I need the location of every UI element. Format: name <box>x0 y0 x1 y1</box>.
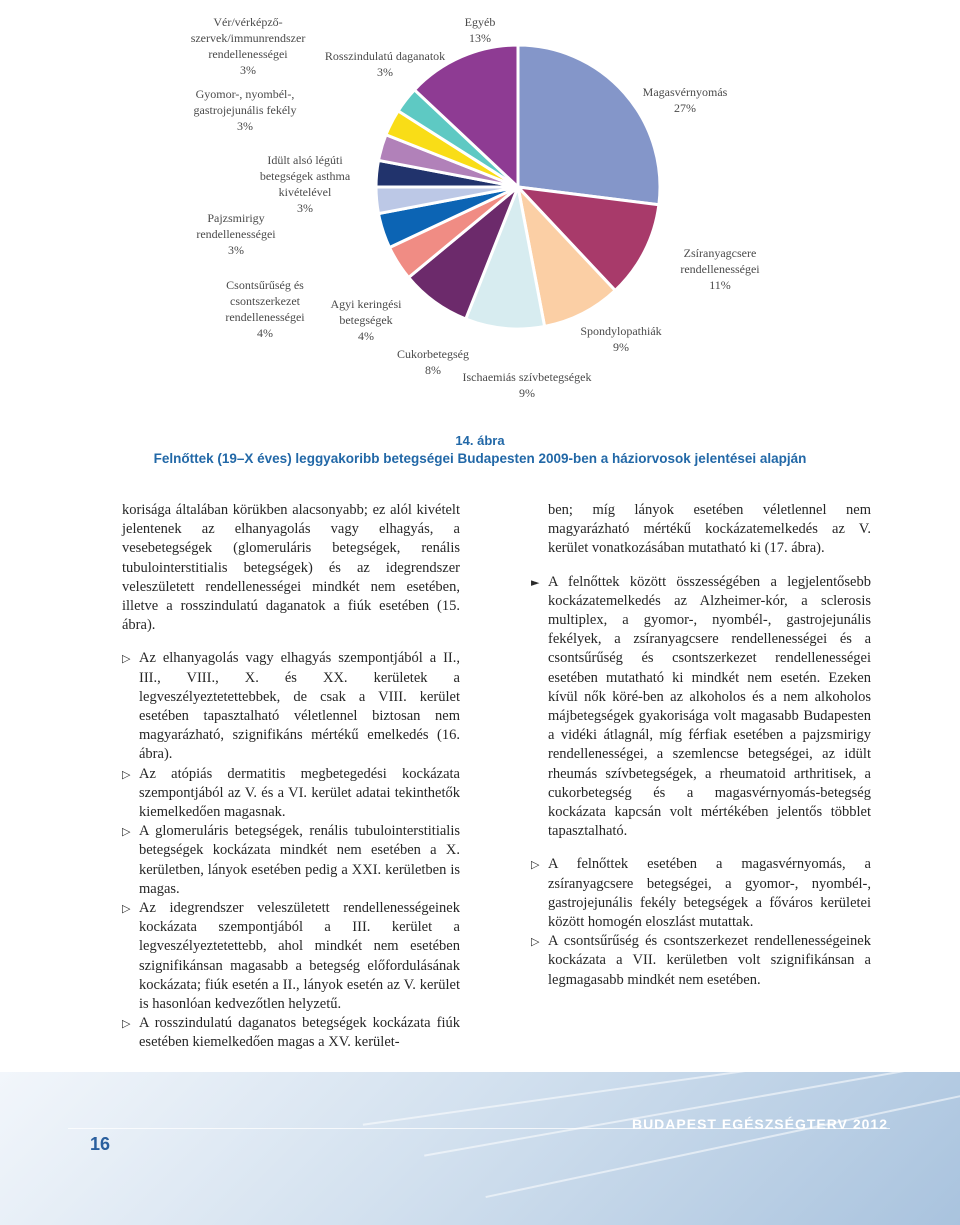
pie-label-rossz <box>310 32 460 96</box>
pie-label-rossz-pct: 3% <box>377 65 393 79</box>
pie-label-spondy <box>566 307 676 371</box>
pie-label-ver-pct: 3% <box>240 63 256 77</box>
pie-label-csont-name: Csontsűrűség és csontszerkezet rendellenességei <box>225 278 305 324</box>
spacer <box>531 559 871 573</box>
footer-stripe <box>424 1057 960 1156</box>
figure-caption <box>0 432 960 468</box>
triangle-outline-icon: ▷ <box>122 767 131 781</box>
left-intro-paragraph: korisága általában körükben alacsonyabb; ez alól kivételt jelentenek az elhanyagolás vagy elhagyás, a vesebetegségek (glomeruláris betegségek, renális tubulointerstitialis betegségek) és az idegrendszer veleszületett rendellenességei mindkét nem esetében, illetve a rosszindulatú daganatok a fiúk esetében (15. ábra). <box>122 502 460 634</box>
triangle-outline-icon: ▷ <box>122 902 131 916</box>
pie-label-magas-name: Magasvérnyomás <box>642 85 728 99</box>
left-bullet-4 <box>122 899 460 1014</box>
right-sub-bullet-1 <box>531 855 871 932</box>
spacer <box>531 841 871 855</box>
pie-label-idult-name: Idült alsó légúti betegségek asthma kivételével <box>259 153 351 199</box>
pie-label-csont <box>200 261 330 357</box>
page-number: 16 <box>89 1134 111 1154</box>
pie-label-zsir <box>660 229 780 309</box>
pie-label-idult-pct: 3% <box>297 201 313 215</box>
pie-label-zsir-name: Zsíranyagcsere rendellenességei <box>680 246 760 276</box>
left-bullet-3-text: A glomeruláris betegségek, renális tubulointerstitialis betegségek kockázata mindkét nem esetében a X. kerületben, lányok esetében pedig a XXI. kerületben is magas. <box>139 823 460 897</box>
right-sub-bullet-1-text: A felnőttek esetében a magasvérnyomás, a zsíranyagcsere betegségei, a gyomor-, nyombél-, gastrojejunális fekély betegségek a főváros kerületei között homogén eloszlást mutattak. <box>548 856 871 931</box>
left-bullet-1-text: Az elhanyagolás vagy elhagyás szempontjából a II., III., VIII., X. és XX. kerületek a legveszélyeztetettebbek, de csak a VIII. kerület esetében tapasztalható véletlennel biztosan nem magyarázható, szignifikáns mértékű emelkedés (16. ábra). <box>139 650 460 763</box>
pie-label-magas-pct: 27% <box>674 101 696 115</box>
pie-label-gyomor-pct: 3% <box>237 119 253 133</box>
left-bullet-3 <box>122 822 460 899</box>
pie-label-csont-pct: 4% <box>257 326 273 340</box>
footer-stripe <box>485 1088 960 1198</box>
pie-label-magas <box>630 68 740 132</box>
pie-label-spondy-name: Spondylopathiák <box>580 324 662 338</box>
figure-number: 14. ábra <box>455 433 505 448</box>
right-sub-bullet-2-text: A csontsűrűség és csontszerkezet rendellenességeinek kockázata a VII. kerületben volt szignifikánsan a legmagasabb mindkét nem esetében. <box>548 933 871 988</box>
pie-label-zsir-pct: 11% <box>709 278 731 292</box>
triangle-outline-icon: ▷ <box>122 1017 131 1031</box>
left-bullet-2 <box>122 765 460 823</box>
pie-label-cukor-name: Cukorbetegség <box>397 347 469 361</box>
spacer <box>122 635 460 649</box>
right-main-bullet <box>531 573 871 842</box>
pie-label-rossz-name: Rosszindulatú daganatok <box>324 49 446 63</box>
footer-band <box>0 1072 960 1225</box>
right-column <box>531 501 871 990</box>
right-main-bullet-text: A felnőttek között összességében a legjelentősebb kockázatemelkedés az Alzheimer-kór, a sclerosis multiplex, a gyomor-, nyombél-, gastrojejunális fekélyek, a zsíranyagcsere rendellenességei és a csontsűrűség és csontszerkezet rendellenességei esetében mutatható ki mindkét nem esetén. Ezeken kívül nők köré-ben az alkoholos és a nem alkoholos májbetegségek gyakorisága volt magasabb Budapesten a vidéki átlagnál, míg férfiak esetében a pajzsmirigy rendellenességei, a szemlencse betegségei, az idült rheumás szívbetegségek, a rheumatoid arthritisek, a cukorbetegség és a magasvérnyomás-betegség kockázata kapcsán volt mértékében jelentős többlet tapasztalható. <box>548 573 871 840</box>
right-sub-bullet-2 <box>531 932 871 990</box>
left-bullet-1 <box>122 649 460 764</box>
left-bullet-5-text: A rosszindulatú daganatos betegségek kockázata fiúk esetében kiemelkedően magas a XV. kerület- <box>139 1015 460 1051</box>
footer-title: BUDAPEST EGÉSZSÉGTERV 2012 <box>631 1116 888 1132</box>
left-bullet-4-text: Az idegrendszer veleszületett rendellenességeinek kockázata szempontjából a III. kerület a legveszélyeztetettebb, ahol mindkét nem esetében szignifikánsan magasabb a betegség előfordulásának kockázata; fiúk esetén a II., lányok esetén az V. kerület is hasonlóan kedvezőtlen helyzetű. <box>139 900 460 1013</box>
pie-label-egyeb-name: Egyéb <box>464 15 496 29</box>
pie-label-pajzs-name: Pajzsmirigy rendellenességei <box>196 211 276 241</box>
pie-label-isch-pct: 9% <box>519 386 535 400</box>
pie-label-agyi-name: Agyi keringési betegségek <box>330 297 402 327</box>
pie-label-gyomor-name: Gyomor-, nyombél-, gastrojejunális fekély <box>193 87 297 117</box>
pie-label-agyi-pct: 4% <box>358 329 374 343</box>
triangle-outline-icon: ▷ <box>531 935 540 949</box>
left-bullet-2-text: Az atópiás dermatitis megbetegedési kockázata szempontjából az V. és a VI. kerület adatai tekinthetők kiemelkedően magasnak. <box>139 765 460 821</box>
pie-label-ver-name: Vér/vérképző- szervek/immunrendszer rendellenességei <box>190 15 306 61</box>
triangle-outline-icon: ▷ <box>531 858 540 872</box>
pie-label-spondy-pct: 9% <box>613 340 629 354</box>
pie-label-isch-name: Ischaemiás szívbetegségek <box>462 370 592 384</box>
pie-label-egyeb-pct: 13% <box>469 31 491 45</box>
triangle-filled-icon: ► <box>531 575 540 589</box>
figure-title: Felnőttek (19–X éves) leggyakoribb betegségei Budapesten 2009-ben a háziorvosok jelentései alapján <box>153 451 807 466</box>
left-bullet-5 <box>122 1014 460 1052</box>
pie-label-pajzs-pct: 3% <box>228 243 244 257</box>
triangle-outline-icon: ▷ <box>122 652 131 666</box>
left-column <box>122 501 460 1053</box>
right-intro-paragraph: ben; míg lányok esetében véletlennel nem magyarázható mértékű kockázatemelkedés az V. kerület vonatkozásában mutatható ki (17. ábra). <box>548 502 871 557</box>
pie-label-cukor-pct: 8% <box>425 363 441 377</box>
triangle-outline-icon: ▷ <box>122 825 131 839</box>
